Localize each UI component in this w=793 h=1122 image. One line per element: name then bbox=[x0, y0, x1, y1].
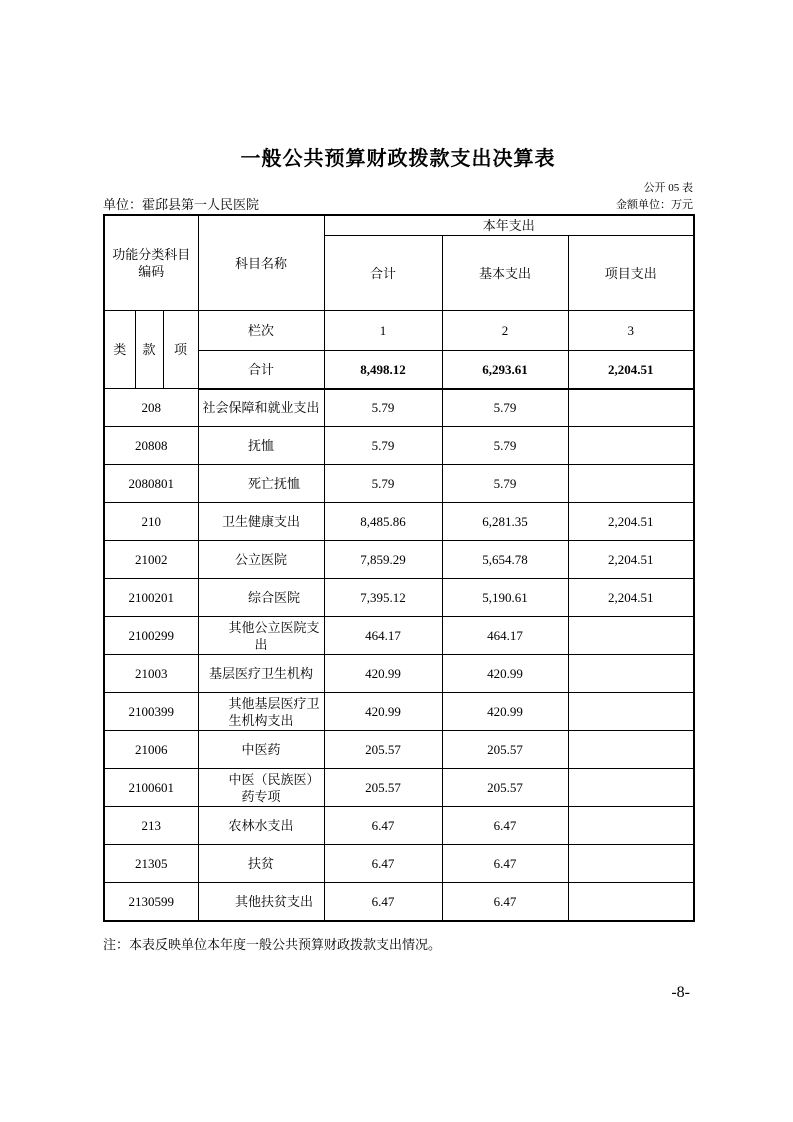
row-name: 社会保障和就业支出 bbox=[198, 389, 324, 427]
row-basic: 5.79 bbox=[442, 427, 568, 465]
row-code: 2100201 bbox=[104, 579, 198, 617]
row-total: 7,395.12 bbox=[324, 579, 442, 617]
row-code: 20808 bbox=[104, 427, 198, 465]
page-title: 一般公共预算财政拨款支出决算表 bbox=[240, 148, 556, 170]
row-name: 其他基层医疗卫生机构支出 bbox=[198, 693, 324, 731]
row-basic: 5.79 bbox=[442, 389, 568, 427]
header-code-group: 功能分类科目编码 bbox=[104, 215, 198, 311]
row-code: 2100399 bbox=[104, 693, 198, 731]
table-row bbox=[104, 655, 694, 693]
grand-total-project: 2,204.51 bbox=[568, 351, 694, 389]
row-total: 6.47 bbox=[324, 883, 442, 921]
row-project: 2,204.51 bbox=[568, 503, 694, 541]
row-name: 综合医院 bbox=[198, 579, 324, 617]
table-row bbox=[104, 693, 694, 731]
table-code-label: 公开 05 表 bbox=[643, 182, 693, 194]
row-code: 21003 bbox=[104, 655, 198, 693]
lanci-value-1: 1 bbox=[324, 311, 442, 351]
row-code: 21006 bbox=[104, 731, 198, 769]
row-name: 中医药 bbox=[198, 731, 324, 769]
footnote: 注：本表反映单位本年度一般公共预算财政拨款支出情况。 bbox=[103, 936, 442, 952]
grand-total-basic: 6,293.61 bbox=[442, 351, 568, 389]
row-total: 205.57 bbox=[324, 731, 442, 769]
table-row bbox=[104, 427, 694, 465]
row-code: 213 bbox=[104, 807, 198, 845]
table-row bbox=[104, 389, 694, 427]
row-basic: 5,654.78 bbox=[442, 541, 568, 579]
header-year-group: 本年支出 bbox=[324, 215, 694, 236]
row-code: 2080801 bbox=[104, 465, 198, 503]
row-name: 公立医院 bbox=[198, 541, 324, 579]
row-project bbox=[568, 389, 694, 427]
row-code: 21002 bbox=[104, 541, 198, 579]
row-name: 卫生健康支出 bbox=[198, 503, 324, 541]
row-basic: 5.79 bbox=[442, 465, 568, 503]
row-name: 死亡抚恤 bbox=[198, 465, 324, 503]
meta-row bbox=[103, 197, 693, 212]
expenditure-table bbox=[103, 214, 695, 922]
header-total-col: 合计 bbox=[324, 236, 442, 311]
row-total: 5.79 bbox=[324, 465, 442, 503]
row-total: 420.99 bbox=[324, 693, 442, 731]
row-name: 其他扶贫支出 bbox=[198, 883, 324, 921]
lanci-value-3: 3 bbox=[568, 311, 694, 351]
row-basic: 205.57 bbox=[442, 769, 568, 807]
row-basic: 205.57 bbox=[442, 731, 568, 769]
row-project bbox=[568, 655, 694, 693]
row-project bbox=[568, 427, 694, 465]
row-basic: 420.99 bbox=[442, 655, 568, 693]
row-total: 6.47 bbox=[324, 845, 442, 883]
row-name: 抚恤 bbox=[198, 427, 324, 465]
row-total: 6.47 bbox=[324, 807, 442, 845]
row-code: 2100601 bbox=[104, 769, 198, 807]
header-project-col: 项目支出 bbox=[568, 236, 694, 311]
row-total: 205.57 bbox=[324, 769, 442, 807]
lanci-value-2: 2 bbox=[442, 311, 568, 351]
table-row bbox=[104, 503, 694, 541]
row-project: 2,204.51 bbox=[568, 541, 694, 579]
table-row bbox=[104, 541, 694, 579]
header-kuan: 款 bbox=[135, 311, 163, 389]
row-name: 中医（民族医）药专项 bbox=[198, 769, 324, 807]
row-name: 其他公立医院支出 bbox=[198, 617, 324, 655]
table-row bbox=[104, 769, 694, 807]
row-total: 420.99 bbox=[324, 655, 442, 693]
row-basic: 6.47 bbox=[442, 807, 568, 845]
row-basic: 420.99 bbox=[442, 693, 568, 731]
row-project bbox=[568, 769, 694, 807]
row-project bbox=[568, 883, 694, 921]
row-basic: 6.47 bbox=[442, 845, 568, 883]
row-code: 2130599 bbox=[104, 883, 198, 921]
lanci-label: 栏次 bbox=[198, 311, 324, 351]
row-total: 8,485.86 bbox=[324, 503, 442, 541]
row-total: 5.79 bbox=[324, 389, 442, 427]
row-basic: 5,190.61 bbox=[442, 579, 568, 617]
row-project bbox=[568, 693, 694, 731]
table-row bbox=[104, 731, 694, 769]
row-code: 2100299 bbox=[104, 617, 198, 655]
row-project bbox=[568, 617, 694, 655]
row-project bbox=[568, 731, 694, 769]
header-lei: 类 bbox=[104, 311, 135, 389]
table-row bbox=[104, 807, 694, 845]
row-total: 7,859.29 bbox=[324, 541, 442, 579]
row-project bbox=[568, 807, 694, 845]
row-code: 208 bbox=[104, 389, 198, 427]
row-basic: 6.47 bbox=[442, 883, 568, 921]
row-project bbox=[568, 845, 694, 883]
unit-label: 单位：霍邱县第一人民医院 bbox=[103, 197, 260, 212]
amount-unit-label: 金额单位：万元 bbox=[616, 199, 693, 211]
grand-total-value: 8,498.12 bbox=[324, 351, 442, 389]
table-row bbox=[104, 465, 694, 503]
row-name: 基层医疗卫生机构 bbox=[198, 655, 324, 693]
row-project bbox=[568, 465, 694, 503]
row-project: 2,204.51 bbox=[568, 579, 694, 617]
row-code: 21305 bbox=[104, 845, 198, 883]
row-total: 5.79 bbox=[324, 427, 442, 465]
table-body bbox=[104, 389, 694, 921]
table-row bbox=[104, 617, 694, 655]
grand-total-label: 合计 bbox=[198, 351, 324, 389]
row-name: 扶贫 bbox=[198, 845, 324, 883]
row-basic: 464.17 bbox=[442, 617, 568, 655]
document-page bbox=[103, 0, 693, 1002]
table-row bbox=[104, 845, 694, 883]
row-code: 210 bbox=[104, 503, 198, 541]
row-basic: 6,281.35 bbox=[442, 503, 568, 541]
header-xiang: 项 bbox=[163, 311, 198, 389]
header-name-col: 科目名称 bbox=[198, 215, 324, 311]
page-number: -8- bbox=[671, 983, 690, 1001]
row-total: 464.17 bbox=[324, 617, 442, 655]
header-basic-col: 基本支出 bbox=[442, 236, 568, 311]
table-row bbox=[104, 579, 694, 617]
table-row bbox=[104, 883, 694, 921]
row-name: 农林水支出 bbox=[198, 807, 324, 845]
